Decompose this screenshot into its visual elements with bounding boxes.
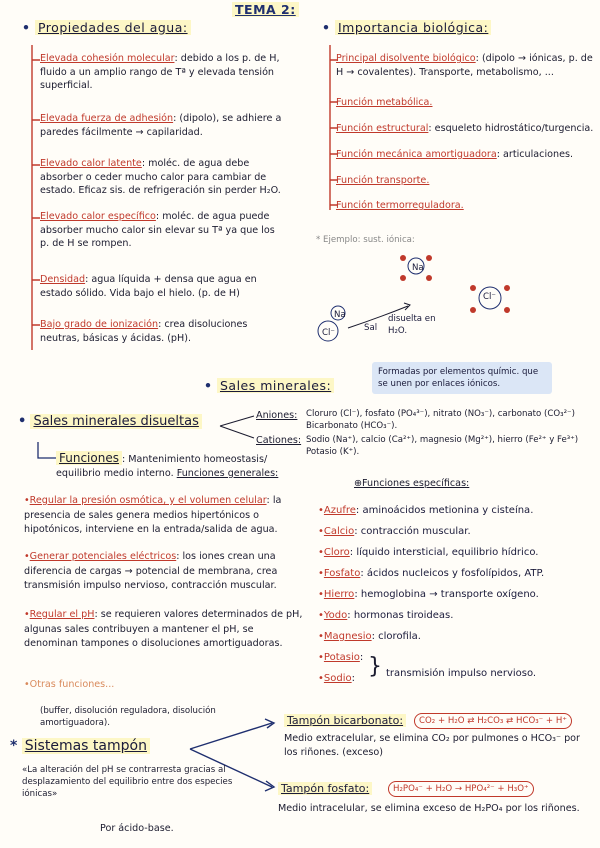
sistemas-title: * Sistemas tampón: [10, 738, 150, 754]
left-bracket: [22, 40, 42, 360]
especifica-item: •Magnesio: clorofila.: [318, 631, 421, 642]
fosfato-equation: H₂PO₄⁻ + H₂O → HPO₄²⁻ + H₃O⁺: [388, 781, 534, 797]
property-item: Elevada cohesión molecular: debido a los p. de H, fluido a un amplio rango de Tª y elevada tensión superficial.: [40, 53, 280, 91]
sal-label: Sal: [364, 323, 378, 333]
left-section-title: • Propiedades del agua:: [22, 20, 191, 35]
transmision-text: transmisión impulso nervioso.: [386, 668, 537, 679]
na-label: Na: [412, 263, 424, 273]
cationes-label: Cationes:: [256, 435, 302, 446]
cl-pair-label: Cl⁻: [322, 328, 335, 338]
especifica-item: •Calcio: contracción muscular.: [318, 526, 471, 537]
fosfato-text: Medio intracelular, se elimina exceso de H₂PO₄ por los riñones.: [278, 803, 580, 814]
especifica-item: •Azufre: aminoácidos metionina y cisteína.: [318, 505, 534, 516]
topic-title: TEMA 2:: [232, 2, 299, 17]
especifica-item: •Hierro: hemoglobina → transporte oxígeno.: [318, 589, 539, 600]
ionic-diagram: [308, 248, 600, 360]
cl-label: Cl⁻: [483, 292, 496, 302]
importance-item: Principal disolvente biológico: (dipolo → iónicas, p. de H → covalentes). Transporte, metabolismo, ...: [336, 53, 593, 78]
especifica-item: •Fosfato: ácidos nucleicos y fosfolípidos, ATP.: [318, 568, 545, 579]
general-function-item: •Generar potenciales eléctricos: los iones crean una diferencia de cargas → potencial de membrana, crea transmisión impulso nervioso, contracción muscular.: [24, 551, 278, 591]
especificas-list: [318, 500, 600, 689]
sistemas-quote: «La alteración del pH se contrarresta gracias al desplazamiento del equilibrio entre dos especies iónicas»: [22, 765, 233, 799]
importance-item: Función metabólica.: [336, 97, 433, 108]
buffer-note: (buffer, disolución reguladora, disolución amortiguadora).: [40, 706, 216, 728]
fosfato-title: Tampón fosfato:: [278, 782, 372, 795]
importance-item: Función estructural: esqueleto hidrostático/turgencia.: [336, 123, 594, 134]
example-label: * Ejemplo: sust. iónica:: [316, 235, 415, 245]
property-item: Elevado calor latente: moléc. de agua debe absorber o ceder mucho calor para cambiar de estado. Eficaz sis. de refrigeración sin perder H₂O.: [40, 158, 281, 196]
branch-arrows: [218, 410, 258, 444]
sales-definition-box: Formadas por elementos químic. que se unen por enlaces iónicos.: [372, 362, 552, 394]
especifica-item: •Yodo: hormonas tiroideas.: [318, 610, 454, 621]
na-pair-label: Na: [334, 310, 346, 320]
importance-item: Función mecánica amortiguadora: articulaciones.: [336, 149, 574, 160]
brace: }: [368, 654, 382, 679]
funciones-line: Funciones : Mantenimiento homeostasis/ equilibrio medio interno. Funciones generales:: [56, 451, 279, 479]
especificas-title: ⊕Funciones específicas:: [354, 478, 470, 489]
property-item: Densidad: agua líquida + densa que agua en estado sólido. Vida bajo el hielo. (p. de H): [40, 274, 257, 299]
disuelta-label: disuelta en H₂O.: [388, 314, 436, 336]
especifica-item: •Cloro: líquido intersticial, equilibrio hídrico.: [318, 547, 539, 558]
general-function-item: •Otras funciones...: [24, 679, 115, 690]
bicarbonato-title: Tampón bicarbonato:: [284, 714, 406, 727]
aniones-text: Cloruro (Cl⁻), fosfato (PO₄³⁻), nitrato (NO₃⁻), carbonato (CO₃²⁻) Bicarbonato (HCO₃⁻).: [306, 409, 575, 431]
cationes-text: Sodio (Na⁺), calcio (Ca²⁺), magnesio (Mg²⁺), hierro (Fe²⁺ y Fe³⁺) Potasio (K⁺).: [306, 435, 579, 457]
aniones-label: Aniones:: [256, 410, 298, 421]
general-function-item: •Regular el pH: se requieren valores determinados de pH, algunas sales contribuyen a mantener el pH, se denominan tampones o disoluciones amortiguadoras.: [24, 609, 303, 649]
property-item: Elevada fuerza de adhesión: (dipolo), se adhiere a paredes fácilmente → capilaridad.: [40, 113, 282, 138]
importance-item: Función termorreguladora.: [336, 200, 464, 211]
acido-base: Por ácido-base.: [100, 823, 174, 834]
property-item: Bajo grado de ionización: crea disoluciones neutras, básicas y ácidas. (pH).: [40, 319, 248, 344]
disueltas-title: • Sales minerales disueltas: [18, 414, 202, 429]
importance-item: Función transporte.: [336, 175, 430, 186]
bicarbonato-text: Medio extracelular, se elimina CO₂ por pulmones o HCO₃⁻ por los riñones. (exceso): [284, 733, 580, 758]
property-item: Elevado calor específico: moléc. de agua puede absorber mucho calor sin elevar su Tª ya que los p. de H se rompen.: [40, 211, 275, 249]
general-function-item: •Regular la presión osmótica, y el volumen celular: la presencia de sales genera medios hipertónicos o hipotónicos, interviene en la entrada/salida de agua.: [24, 495, 282, 535]
sales-title: • Sales minerales:: [204, 378, 334, 393]
bicarbonato-equation: CO₂ + H₂O ⇄ H₂CO₃ ⇄ HCO₃⁻ + H⁺: [414, 713, 572, 729]
especifica-item: •Potasio:: [318, 652, 364, 663]
right-section-title: • Importancia biológica:: [322, 20, 491, 35]
especifica-item: •Sodio:: [318, 673, 355, 684]
